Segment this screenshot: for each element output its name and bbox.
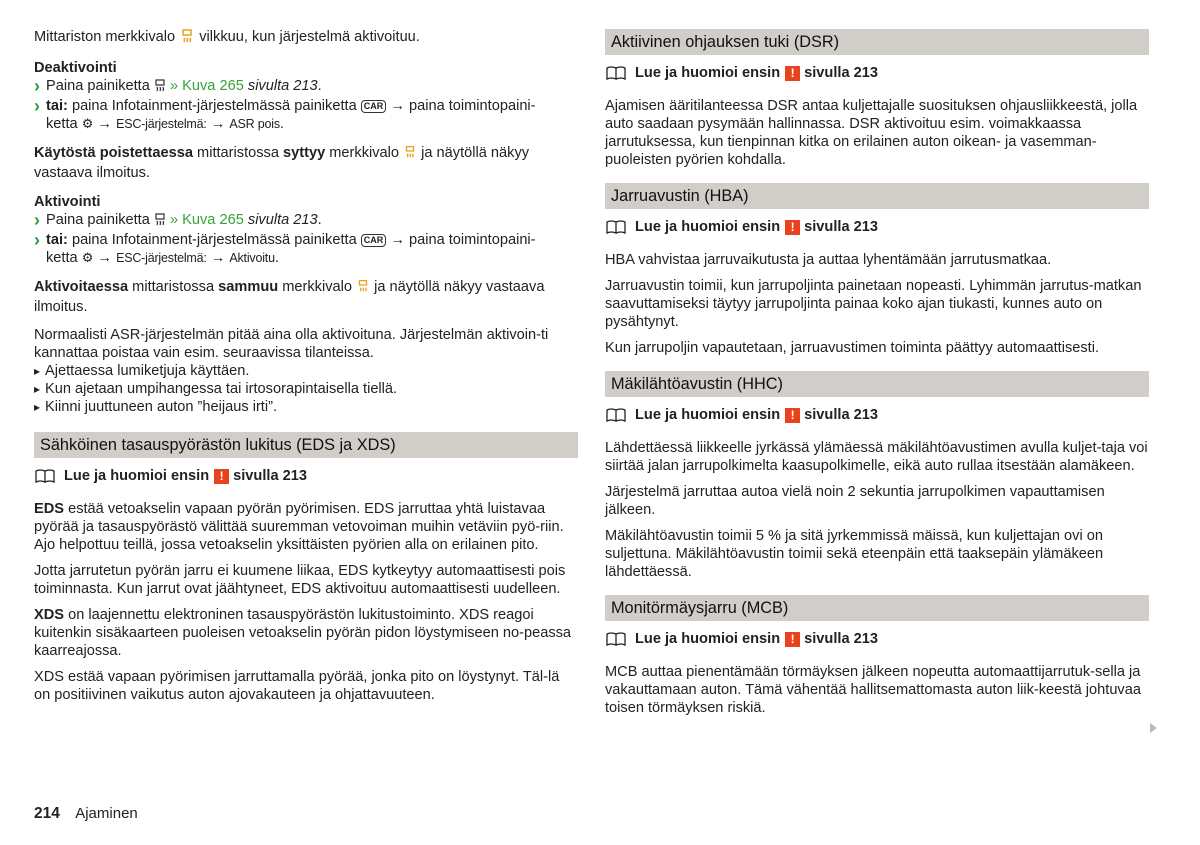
activate-heading: Aktivointi <box>34 194 101 210</box>
chapter-name: Ajaminen <box>75 805 138 822</box>
esc-button-icon <box>154 78 166 97</box>
activate-step-1: › Paina painiketta » Kuva 265 sivulta 213. <box>34 211 578 231</box>
safety-note: Lue ja huomioi ensin ! sivulla 213 <box>605 63 1149 83</box>
left-column <box>34 27 578 712</box>
safety-note: Lue ja huomioi ensin ! sivulla 213 <box>605 405 1149 425</box>
settings-gear-icon: ⚙ <box>81 250 94 265</box>
esc-warning-lamp-icon <box>356 277 370 298</box>
dsr-paragraph-1: Ajamisen ääritilanteessa DSR antaa kuljettajalle suosituksen ohjausliikkeestä, jolla auto saadaan pysymään hallinnassa. DSR aktivoituu esim. voimakkaassa jarrutuksessa, kun tienpinnan kitka on erilainen auton oikean- ja vasemman-puoleisten pyörien kohdalla. <box>605 98 1138 168</box>
warning-icon: ! <box>785 66 800 81</box>
book-icon <box>605 66 627 80</box>
section-title-hhc: Mäkilähtöavustin (HHC) <box>605 371 1149 397</box>
warning-icon: ! <box>785 220 800 235</box>
deactivate-step-2: › tai: paina Infotainment-järjestelmässä painiketta CAR → paina toimintopaini- ketta ⚙ → ESC-järjestelmä: → ASR pois. <box>34 97 578 133</box>
section-title-hba: Jarruavustin (HBA) <box>605 183 1149 209</box>
figure-link[interactable]: » Kuva 265 <box>169 78 244 94</box>
section-title-eds: Sähköinen tasauspyörästön lukitus (EDS ja XDS) <box>34 432 578 458</box>
safety-note: Lue ja huomioi ensin ! sivulla 213 <box>605 217 1149 237</box>
hba-paragraph-2: Jarruavustin toimii, kun jarrupoljinta painetaan nopeasti. Lyhimmän jarrutus-matkan saavuttamiseksi täytyy jarrupoljinta painaa koko ajan tiukasti, kunnes auto on pysähtynyt. <box>605 278 1142 330</box>
hhc-paragraph-3: Mäkilähtöavustin toimii 5 % ja sitä jyrkemmissä mäissä, kun kuljettajan ovi on suljettuna. Mäkilähtöavustin toimii sekä eteenpäin että taaksepäin ylämäkeen lähdettäessä. <box>605 528 1104 580</box>
warning-icon: ! <box>214 469 229 484</box>
bullet-item: ▸ Kun ajetaan umpihangessa tai irtosorapintaisella tiellä. <box>34 380 578 398</box>
figure-link[interactable]: » Kuva 265 <box>169 212 244 228</box>
eds-paragraph-1: EDS estää vetoakselin vapaan pyörän pyörimisen. EDS jarruttaa yhtä luistavaa pyörää ja tasauspyörästö välittää suuremman vetovoiman muihin vetäviin pyö-riin. Ajo helpottuu teillä, jossa vetoakselin yksittäisten pyörien alla on erilainen pito. <box>34 501 564 553</box>
step-arrow-icon <box>34 231 40 251</box>
continue-arrow-icon <box>1150 723 1157 733</box>
intro-text: Mittariston merkkivalo vilkkuu, kun järjestelmä aktivoituu. <box>34 27 578 48</box>
bullet-item: ▸ Kiinni juuttuneen auton ”heijaus irti”. <box>34 398 578 416</box>
hhc-paragraph-2: Järjestelmä jarruttaa autoa vielä noin 2 sekuntia jarrupolkimen vapauttamisen jälkeen. <box>605 484 1105 518</box>
section-title-dsr: Aktiivinen ohjauksen tuki (DSR) <box>605 29 1149 55</box>
warning-icon: ! <box>785 632 800 647</box>
esc-warning-lamp-icon <box>179 27 195 48</box>
esc-warning-lamp-icon <box>403 143 417 164</box>
page-footer <box>34 805 138 823</box>
car-key-button: CAR <box>361 234 387 247</box>
activated-note: Aktivoitaessa mittaristossa sammuu merkkivalo ja näytöllä näkyy vastaava ilmoitus. <box>34 279 545 315</box>
mcb-paragraph-1: MCB auttaa pienentämään törmäyksen jälkeen nopeutta automaattijarrutuk-sella ja vakauttamaan auton. Tämä vähentää hallitsemattomasta auton liik-keestä johtuvaa toisen törmäyksen riskiä. <box>605 664 1141 716</box>
book-icon <box>34 469 56 483</box>
eds-paragraph-2: Jotta jarrutetun pyörän jarru ei kuumene liikaa, EDS kytkeytyy automaattisesti pois toiminnasta. Kun jarrut ovat jäähtyneet, EDS aktivoituu automaattisesti uudelleen. <box>34 563 566 597</box>
book-icon <box>605 408 627 422</box>
eds-paragraph-4: XDS estää vapaan pyörimisen jarruttamalla pyörää, jonka pito on löystynyt. Täl-lä on positiivinen vaikutus auton ajovakauteen ja ohjattavuuteen. <box>34 669 560 703</box>
step-arrow-icon <box>34 77 40 97</box>
bullet-item: ▸ Ajettaessa lumiketjuja käyttäen. <box>34 362 578 380</box>
activate-step-2: › tai: paina Infotainment-järjestelmässä painiketta CAR → paina toimintopaini- ketta ⚙ → ESC-järjestelmä: → Aktivoitu. <box>34 231 578 267</box>
step-arrow-icon <box>34 97 40 117</box>
deactivate-heading: Deaktivointi <box>34 60 117 76</box>
normal-text: Normaalisti ASR-järjestelmän pitää aina olla aktivoituna. Järjestelmän aktivoin-ti kannattaa poistaa vain esim. seuraavissa tilanteissa. <box>34 327 549 361</box>
car-key-button: CAR <box>361 100 387 113</box>
step-arrow-icon <box>34 211 40 231</box>
deactivate-step-1: › Paina painiketta » Kuva 265 sivulta 213. <box>34 77 578 97</box>
right-column <box>605 29 1149 725</box>
section-title-mcb: Monitörmäysjarru (MCB) <box>605 595 1149 621</box>
esc-button-icon <box>154 212 166 231</box>
book-icon <box>605 220 627 234</box>
settings-gear-icon: ⚙ <box>81 116 94 131</box>
warning-icon: ! <box>785 408 800 423</box>
deactivated-note: Käytöstä poistettaessa mittaristossa syttyy merkkivalo ja näytöllä näkyy vastaava ilmoitus. <box>34 145 530 181</box>
hhc-paragraph-1: Lähdettäessä liikkeelle jyrkässä ylämäessä mäkilähtöavustimen avulla kuljet-taja voi siirtää jalan jarrupolkimelta kaasupolkimelle, eikä auto rullaa itsestään alamäkeen. <box>605 440 1148 474</box>
page-number: 214 <box>34 805 60 822</box>
eds-paragraph-3: XDS on laajennettu elektroninen tasauspyörästön lukitustoiminto. XDS reagoi kuitenkin sisäkaarteen puoleisen vetoakselin pyörän pidon löystymiseen no-peassa kaarreajossa. <box>34 607 572 659</box>
safety-note: Lue ja huomioi ensin ! sivulla 213 <box>34 466 578 486</box>
book-icon <box>605 632 627 646</box>
hba-paragraph-3: Kun jarrupoljin vapautetaan, jarruavustimen toiminta päättyy automaattisesti. <box>605 340 1100 356</box>
hba-paragraph-1: HBA vahvistaa jarruvaikutusta ja auttaa lyhentämään jarrutusmatkaa. <box>605 252 1052 268</box>
safety-note: Lue ja huomioi ensin ! sivulla 213 <box>605 629 1149 649</box>
